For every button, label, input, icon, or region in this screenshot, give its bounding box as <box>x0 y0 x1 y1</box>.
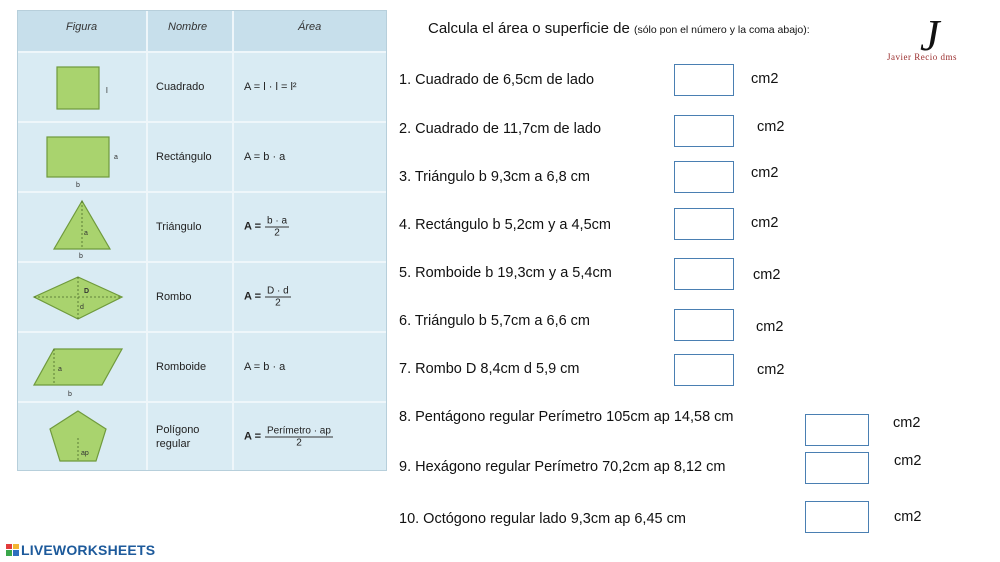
liveworksheets-brand[interactable] <box>6 542 155 558</box>
unit-6: cm2 <box>756 319 784 335</box>
row-name-rectangulo: Rectángulo <box>156 151 212 163</box>
rhombus-figure <box>18 263 146 331</box>
question-5: 5. Romboide b 19,3cm y a 5,4cm <box>399 265 612 281</box>
question-2: 2. Cuadrado de 11,7cm de lado <box>399 121 602 137</box>
question-10: 10. Octógono regular lado 9,3cm ap 6,45 cm <box>399 511 686 527</box>
triangle-label-b: b <box>79 253 83 260</box>
question-1: 1. Cuadrado de 6,5cm de lado <box>399 72 595 88</box>
rhombus-label-d: d <box>80 304 84 311</box>
question-3: 3. Triángulo b 9,3cm a 6,8 cm <box>399 169 591 185</box>
formula-cuadrado: A = l · l = l² <box>244 81 297 93</box>
rhomboid-label-b: b <box>68 391 72 398</box>
unit-7: cm2 <box>757 362 785 378</box>
unit-9: cm2 <box>894 453 922 469</box>
answer-input-3[interactable] <box>674 161 734 193</box>
question-7: 7. Rombo D 8,4cm d 5,9 cm <box>399 361 580 377</box>
table-row-triangulo <box>18 193 386 263</box>
pentagon-figure <box>18 403 146 471</box>
header-area: Área <box>298 21 322 33</box>
formula-rectangulo: A = b · a <box>244 151 286 163</box>
formula-rombo: A = $\frac{D \cdot d}{2}$ <box>244 285 289 309</box>
unit-5: cm2 <box>753 267 781 283</box>
row-name-poligono: Polígono regular <box>156 424 200 450</box>
logo-letter: J <box>920 11 940 60</box>
title-main: Calcula el área o superficie de <box>428 20 630 37</box>
question-4: 4. Rectángulo b 5,2cm y a 4,5cm <box>399 217 611 233</box>
answer-input-9[interactable] <box>805 452 869 484</box>
rectangle-figure <box>18 123 146 191</box>
liveworksheets-logo-icon <box>6 544 19 556</box>
row-name-rombo: Rombo <box>156 291 192 303</box>
table-row-poligono <box>18 403 386 471</box>
rhombus-label-D: D <box>84 288 90 295</box>
answer-input-4[interactable] <box>674 208 734 240</box>
unit-4: cm2 <box>751 215 779 231</box>
triangle-figure <box>18 193 146 261</box>
rhomboid-label-a: a <box>58 366 62 373</box>
triangle-label-a: a <box>84 230 88 237</box>
table-row-cuadrado <box>18 53 386 123</box>
unit-10: cm2 <box>894 509 922 525</box>
answer-input-2[interactable] <box>674 115 734 147</box>
question-9: 9. Hexágono regular Perímetro 70,2cm ap 8,12 cm <box>399 459 726 475</box>
answer-input-1[interactable] <box>674 64 734 96</box>
question-6: 6. Triángulo b 5,7cm a 6,6 cm <box>399 313 591 329</box>
header-figura: Figura <box>66 21 98 33</box>
unit-3: cm2 <box>751 165 779 181</box>
row-name-cuadrado: Cuadrado <box>156 81 205 93</box>
row-name-romboide: Romboide <box>156 361 207 373</box>
table-header-row <box>18 11 386 53</box>
title-note: (sólo pon el número y la coma abajo): <box>633 24 810 36</box>
rectangle-label-a: a <box>114 154 118 161</box>
answer-input-5[interactable] <box>674 258 734 290</box>
table-row-romboide <box>18 333 386 403</box>
unit-1: cm2 <box>751 71 779 87</box>
formula-triangulo: A = $\frac{b \cdot a}{2}$ <box>244 215 288 239</box>
table-row-rombo <box>18 263 386 333</box>
pentagon-label-ap: ap <box>81 450 89 457</box>
brand-text: LIVEWORKSHEETS <box>21 542 156 558</box>
question-8: 8. Pentágono regular Perímetro 105cm ap 14,58 cm <box>399 409 734 425</box>
row-name-triangulo: Triángulo <box>156 221 202 233</box>
answer-input-8[interactable] <box>805 414 869 446</box>
answer-input-6[interactable] <box>674 309 734 341</box>
header-nombre: Nombre <box>168 21 208 33</box>
formula-romboide: A = b · a <box>244 361 286 373</box>
answer-input-10[interactable] <box>805 501 869 533</box>
formula-table <box>17 10 387 471</box>
unit-2: cm2 <box>757 119 785 135</box>
author-name: Javier Recio dms <box>887 52 957 62</box>
answer-input-7[interactable] <box>674 354 734 386</box>
rectangle-label-b: b <box>76 182 80 189</box>
rhomboid-figure <box>18 333 146 401</box>
unit-8: cm2 <box>893 415 921 431</box>
exercise-title <box>428 20 810 37</box>
square-figure <box>18 53 146 121</box>
formula-poligono: A = $\frac{\text{Perímetro · ap}}{2}$ <box>244 425 331 449</box>
square-label-l: l <box>106 86 108 95</box>
table-row-rectangulo <box>18 123 386 193</box>
